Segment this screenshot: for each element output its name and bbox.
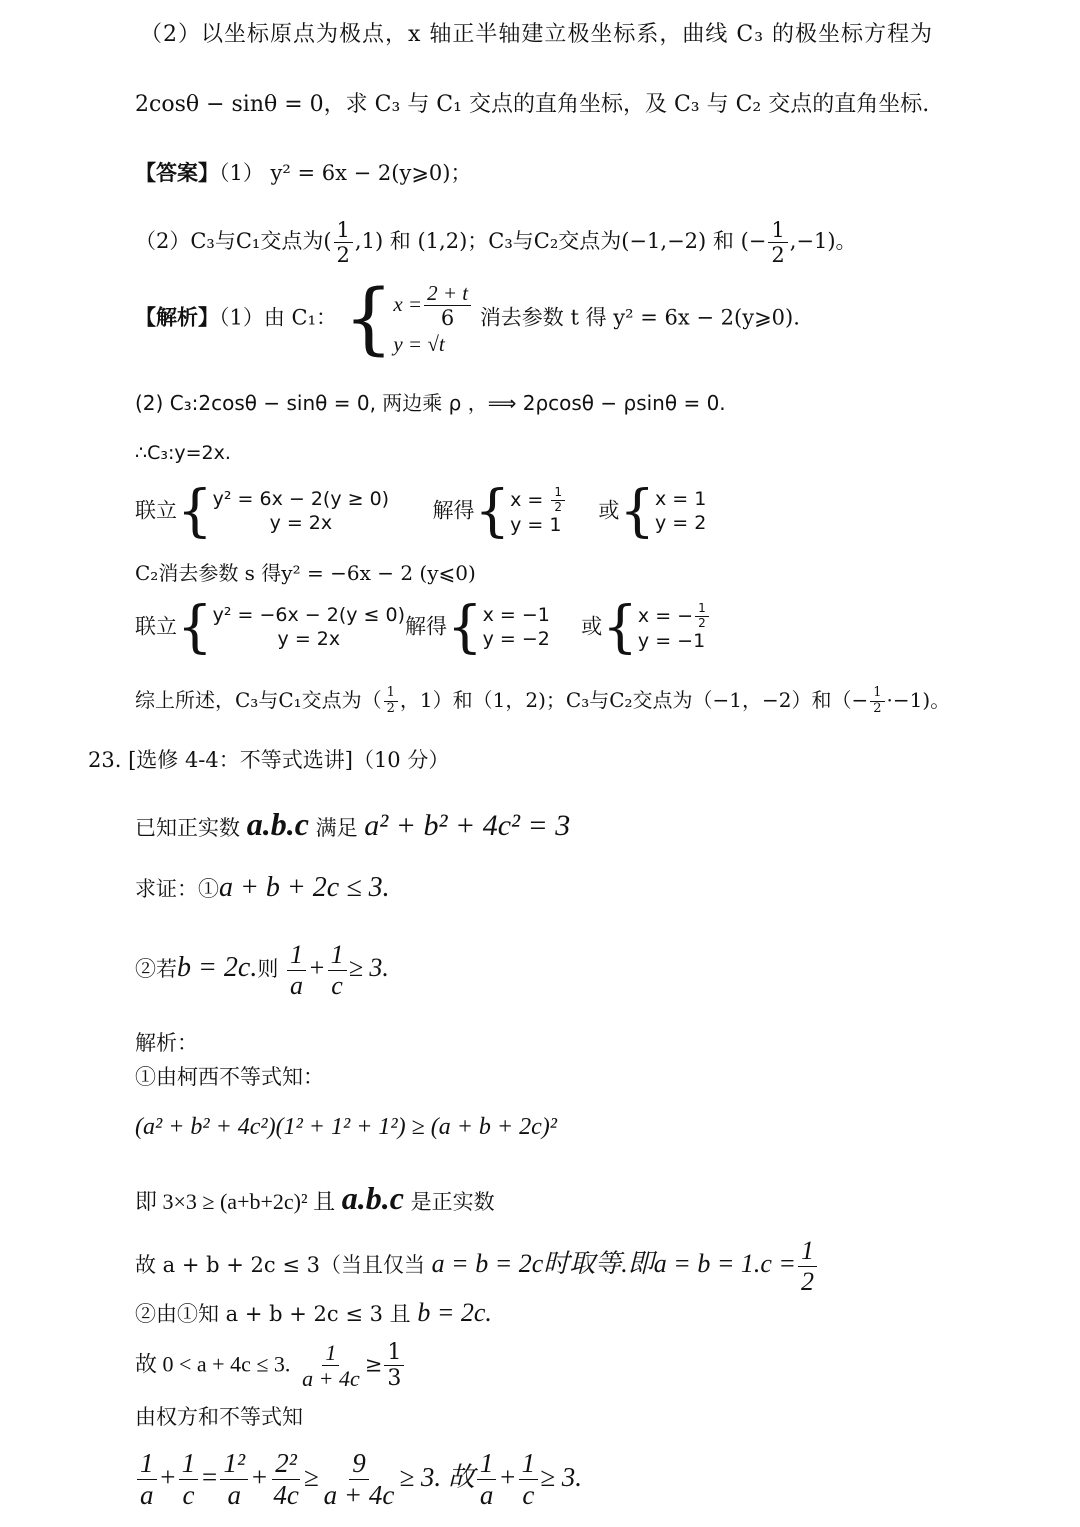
system1-row1: y² = 6x − 2(y ≥ 0) [212,488,390,511]
analysis-summary: 综上所述，C₃与C₁交点为（ $\frac{1}{2}$ ，1）和（1，2)；C₃与C₂交点为（−1，−2）和（− $\frac{1}{2}$ ·−1)。 [135,685,951,716]
q23-from1: ②由①知 a + b + 2c ≤ 3 且 b = 2c. [135,1298,492,1327]
analysis-system2-row [135,595,711,660]
solve1-label: 解得 [432,498,475,523]
analysis-p2-line: (2) C₃:2cosθ − sinθ = 0, 两边乘 ρ ，⟹ 2ρcosθ − ρsinθ = 0. [135,391,726,415]
solution3-row1: x = −1 [482,604,550,627]
system2-row2: y = 2x [277,628,341,650]
question-part2-line1: （2）以坐标原点为极点，x 轴正半轴建立极坐标系，曲线 C₃ 的极坐标方程为 [140,22,934,47]
q23-so: 故 0 < a + 4c ≤ 3. $\frac{1}{a + 4c}$ ≥ $\frac{1}{3}$ [135,1340,406,1392]
system2-label: 联立 [135,614,177,639]
system1-row2: y = 2x [269,512,333,534]
system1-label: 联立 [135,498,177,523]
analysis-p1-prefix: （1）由 C₁： [219,305,338,330]
analysis-label: 【解析】 [135,304,219,330]
answer-fraction-den-2: 2 [771,243,785,268]
answer-part2 [135,218,857,267]
q23-ie: 即 3×3 ≥ (a+b+2c)² 且 a.b.c 是正实数 [135,1180,495,1216]
brace-icon: { [343,274,394,364]
analysis-p1-eq1: x = $\frac{2 + t}{6}$ [393,281,473,330]
answer-fraction-num-2: 1 [768,218,787,243]
q23-final-inequality: $\frac{1}{a}$ + $\frac{1}{c}$ = $\frac{\text{1²}}{a}$ + $\frac{\text{2²}}{4c}$ ≥ $\frac{9}{a + 4c}$ ≥ 3. 故 $\frac{1}{a}$ + $\frac{1}{c}$ ≥ 3. [135,1448,582,1511]
q23-prove-1: 求证：①a + b + 2c ≤ 3. [135,872,390,903]
system1: { y² = 6x − 2(y ≥ 0) y = 2x [177,479,390,544]
answer-label: 【答案】 [135,160,219,185]
analysis-part1 [135,274,800,364]
q23-hence: 故 a + b + 2c ≤ 3（当且仅当 a = b = 2c时取等.即a = b = 1.c = $\frac{1}{2}$ [135,1236,819,1297]
or2-label: 或 [581,614,603,639]
solution1: { x = $\frac{1}{2}$ y = 1 [474,484,567,540]
q23-power-mean: 由权方和不等式知 [135,1405,303,1429]
analysis-therefore: ∴C₃:y=2x. [135,442,231,464]
solution4-row2: y = −1 [637,630,706,653]
analysis-p1-frac-den: 6 [440,306,455,331]
solution2-row1: x = 1 [655,488,707,511]
solution2-row2: y = 2 [655,512,707,534]
q23-solution-label: 解析： [135,1031,198,1055]
solution2: { x = 1 y = 2 [619,479,707,544]
analysis-system1-row [135,479,707,544]
analysis-c2-line: C₂消去参数 s 得y² = −6x − 2 (y⩽0) [135,561,476,585]
q23-given-eq: a² + b² + 4c² = 3 [364,809,571,842]
q23-prove-2: ②若b = 2c.则 $\frac{1}{a}$ + $\frac{1}{c}$ ≥ 3. [135,940,389,1000]
or1-label: 或 [598,498,620,523]
q23-cauchy: (a² + b² + 4c²)(1² + 1² + 1²) ≥ (a + b + 2c)² [135,1114,557,1140]
analysis-p1-system [343,274,473,364]
answer-fraction-num-1: 1 [334,218,353,243]
q23-given-vars: a.b.c [246,806,309,842]
question-part2-line2: 2cosθ − sinθ = 0，求 C₃ 与 C₁ 交点的直角坐标，及 C₃ 与 C₂ 交点的直角坐标. [135,92,930,117]
system2: { y² = −6x − 2(y ≤ 0) y = 2x [177,595,405,660]
analysis-p1-frac-num: 2 + t [424,281,471,306]
solve2-label: 解得 [405,614,447,639]
answer-part2-c: ,−1)。 [789,229,857,254]
answer-fraction-half-1 [334,218,353,267]
answer-part2-a: （2）C₃与C₁交点为( [135,229,332,254]
solution4: { x = − $\frac{1}{2}$ y = −1 [602,600,710,656]
answer-fraction-half-2 [768,218,787,267]
answer-part1-text: （1） y² = 6x − 2(y⩾0)； [219,161,472,185]
solution3-row2: y = −2 [482,628,550,650]
answer-part1 [135,158,471,188]
answer-fraction-den-1: 2 [336,243,350,268]
solution4-row1: x = − $\frac{1}{2}$ [638,602,711,631]
solution3: { x = −1 y = −2 [447,595,550,660]
q23-title: 23. [选修 4-4：不等式选讲]（10 分） [88,748,450,772]
solution1-row1: x = $\frac{1}{2}$ [510,486,567,515]
analysis-p1-suffix: 消去参数 t 得 y² = 6x − 2(y⩾0). [479,305,800,330]
analysis-p1-eq2: y = √t [393,331,445,356]
q23-solution-1: ①由柯西不等式知： [135,1065,324,1089]
system2-row1: y² = −6x − 2(y ≤ 0) [212,604,405,627]
q23-given: 已知正实数 a.b.c 满足 a² + b² + 4c² = 3 [135,806,571,842]
solution1-row2: y = 1 [510,514,562,537]
answer-part2-b: ,1) 和 (1,2)；C₃与C₂交点为(−1,−2) 和 (− [354,229,767,254]
